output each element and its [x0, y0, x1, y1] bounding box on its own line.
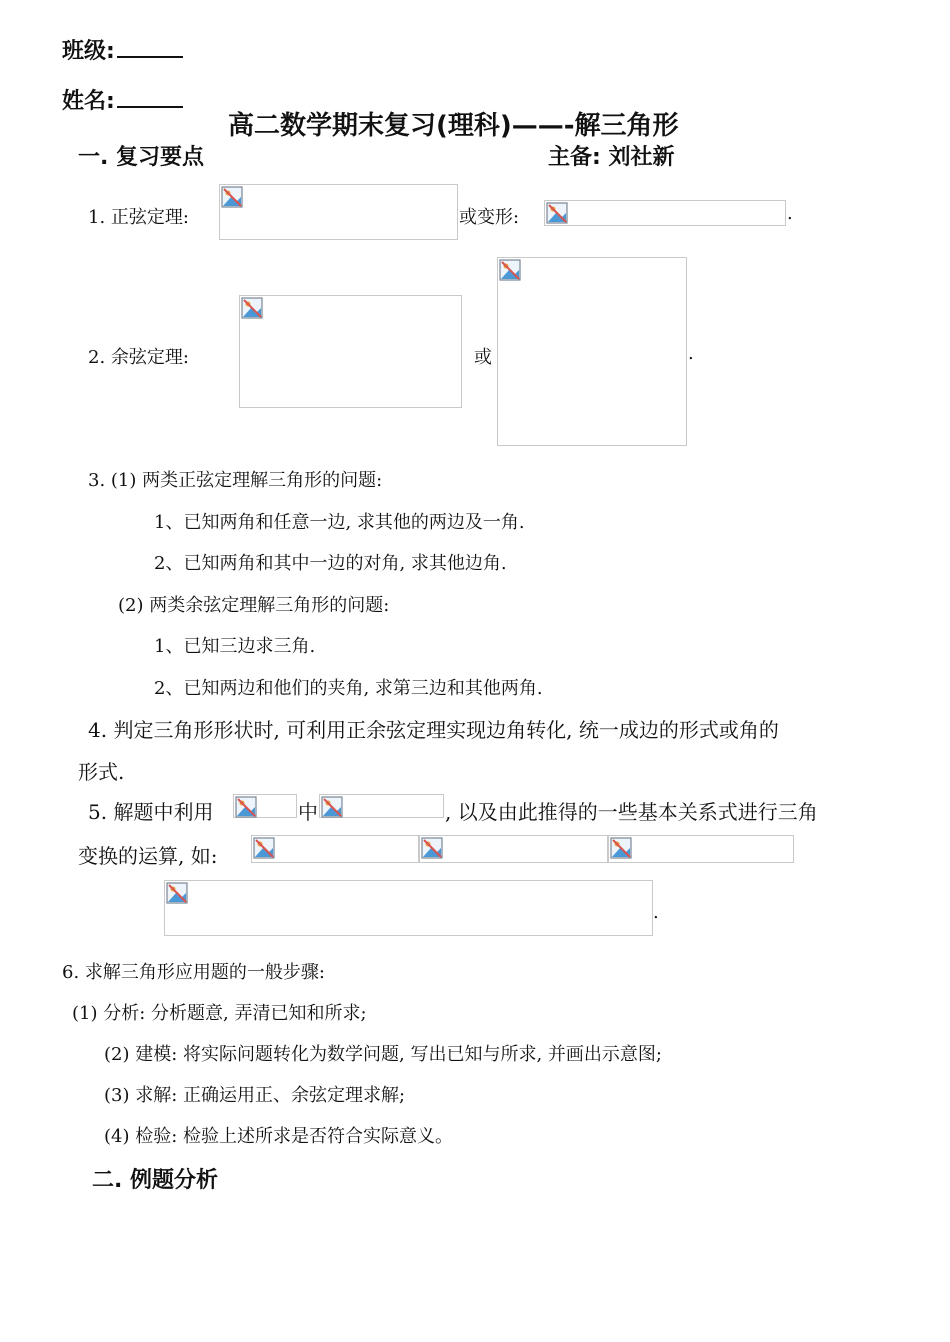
- item2-end: .: [688, 343, 694, 364]
- item2-label: 2. 余弦定理:: [88, 347, 189, 368]
- broken-image-icon: [221, 186, 243, 208]
- section1-heading: 一. 复习要点: [78, 145, 205, 170]
- item1-end: .: [787, 203, 793, 224]
- page-title: 高二数学期末复习(理科)——-解三角形: [228, 111, 679, 141]
- identity-image-4: [164, 880, 653, 936]
- broken-image-icon: [166, 882, 188, 904]
- item5-end: .: [653, 902, 659, 923]
- broken-image-icon: [241, 297, 263, 319]
- item3-step4: 2、已知两边和他们的夹角, 求第三边和其他两角.: [154, 678, 543, 699]
- broken-image-icon: [253, 837, 275, 859]
- cosine-law-variant-image: [497, 257, 687, 446]
- name-blank[interactable]: [117, 84, 183, 108]
- item4-line2: 形式.: [78, 760, 125, 784]
- cosine-law-image: [239, 295, 462, 408]
- item6-title: 6. 求解三角形应用题的一般步骤:: [62, 962, 325, 983]
- item6-step2: (2) 建模: 将实际问题转化为数学问题, 写出已知与所求, 并画出示意图;: [104, 1044, 662, 1065]
- broken-image-icon: [546, 202, 568, 224]
- class-blank[interactable]: [117, 34, 183, 58]
- identity-image-3: [608, 835, 794, 863]
- item3-title: 3. (1) 两类正弦定理解三角形的问题:: [88, 470, 383, 491]
- item5-text-a: 5. 解题中利用: [88, 800, 214, 824]
- author-label: 主备: 刘社新: [548, 145, 675, 170]
- item4-line1: 4. 判定三角形形状时, 可利用正余弦定理实现边角转化, 统一成边的形式或角的: [88, 718, 779, 742]
- sine-law-image: [219, 184, 458, 240]
- broken-image-icon: [235, 796, 257, 818]
- identity-image-2: [419, 835, 608, 863]
- broken-image-icon: [421, 837, 443, 859]
- broken-image-icon: [499, 259, 521, 281]
- item6-step3: (3) 求解: 正确运用正、余弦定理求解;: [104, 1085, 406, 1106]
- name-label: 姓名:: [62, 84, 183, 115]
- item2-alt-label: 或: [474, 347, 492, 368]
- angle-sum-image: [319, 794, 444, 818]
- identity-image-1: [251, 835, 419, 863]
- item3-step1: 1、已知两角和任意一边, 求其他的两边及一角.: [154, 512, 525, 533]
- item3-step3: 1、已知三边求三角.: [154, 636, 316, 657]
- item1-label: 1. 正弦定理:: [88, 207, 189, 228]
- class-label: 班级:: [62, 34, 183, 65]
- item5-text-b: 中: [298, 800, 318, 824]
- item1-alt-label: 或变形:: [459, 207, 520, 228]
- section2-heading: 二. 例题分析: [92, 1168, 219, 1193]
- triangle-condition-image: [233, 794, 297, 818]
- item6-step1: (1) 分析: 分析题意, 弄清已知和所求;: [72, 1003, 367, 1024]
- sine-law-variant-image: [544, 200, 786, 226]
- item5-line2: 变换的运算, 如:: [78, 844, 218, 868]
- item5-text-c: , 以及由此推得的一些基本关系式进行三角: [445, 800, 818, 824]
- item3-title2: (2) 两类余弦定理解三角形的问题:: [118, 595, 390, 616]
- item3-step2: 2、已知两角和其中一边的对角, 求其他边角.: [154, 553, 507, 574]
- broken-image-icon: [610, 837, 632, 859]
- item6-step4: (4) 检验: 检验上述所求是否符合实际意义。: [104, 1126, 454, 1147]
- broken-image-icon: [321, 796, 343, 818]
